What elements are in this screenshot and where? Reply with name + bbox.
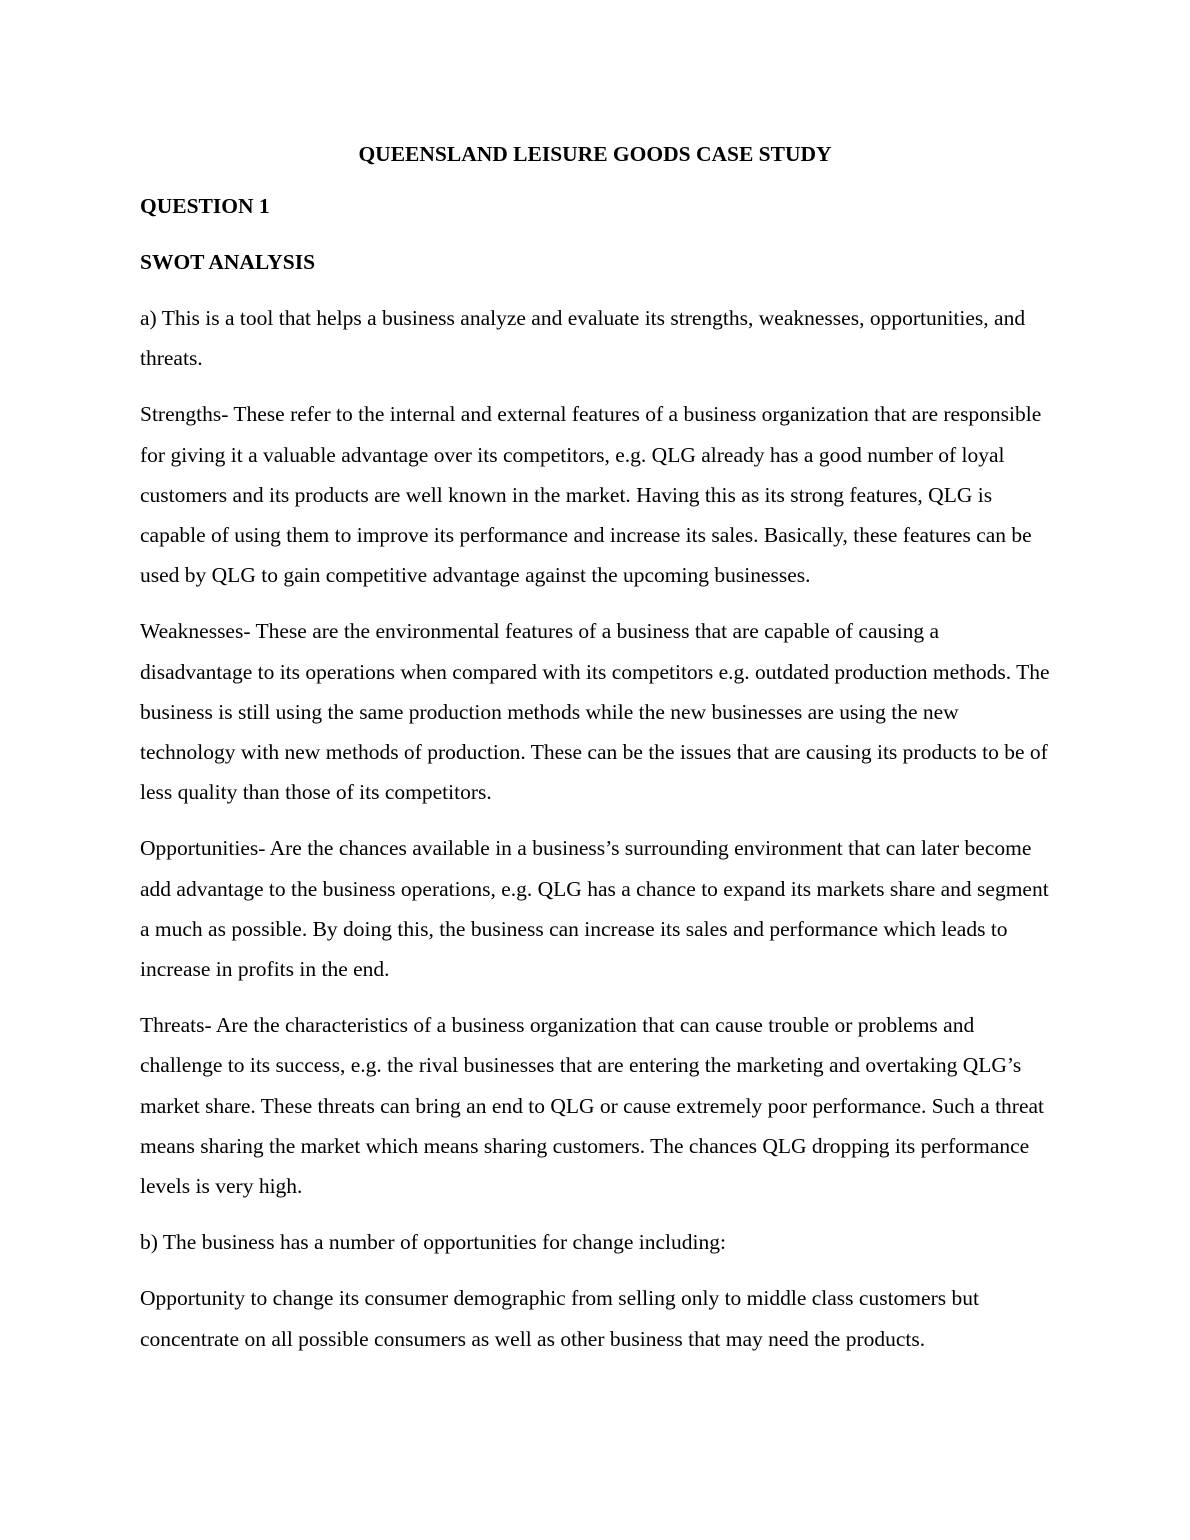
threats-paragraph: Threats- Are the characteristics of a business organization that can cause trouble or problems and challenge to its success, e.g. the rival businesses that are entering the marketing and overtaking QLG’s market share. These threats can bring an end to QLG or cause extremely poor performance. Such a threat means sharing the market which means sharing customers. The chances QLG dropping its performance levels is very high. [140, 1013, 1045, 1199]
part-b-paragraph: b) The business has a number of opportunities for change including: [140, 1230, 726, 1255]
weaknesses-paragraph: Weaknesses- These are the environmental features of a business that are capable of causing a disadvantage to its operations when compared with its competitors e.g. outdated production methods. The business is still using the same production methods while the new businesses are using the new technology with new methods of production. These can be the issues that are causing its products to be of less quality than those of its competitors. [140, 619, 1050, 805]
opportunities-paragraph: Opportunities- Are the chances available in a business’s surrounding environment that can later become add advantage to the business operations, e.g. QLG has a chance to expand its markets share and segment a much as possible. By doing this, the business can increase its sales and performance which leads to increase in profits in the end. [140, 836, 1049, 982]
intro-paragraph: a) This is a tool that helps a business analyze and evaluate its strengths, weaknesses, opportunities, and threats. [140, 306, 1026, 371]
question-heading: QUESTION 1 [140, 194, 270, 218]
demographic-paragraph: Opportunity to change its consumer demographic from selling only to middle class customers but concentrate on all possible consumers as well as other business that may need the products. [140, 1286, 979, 1351]
strengths-paragraph: Strengths- These refer to the internal and external features of a business organization that are responsible for giving it a valuable advantage over its competitors, e.g. QLG already has a good number of loyal customers and its products are well known in the market. Having this as its strong features, QLG is capable of using them to improve its performance and increase its sales. Basically, these features can be used by QLG to gain competitive advantage against the upcoming businesses. [140, 402, 1042, 588]
section-heading: SWOT ANALYSIS [140, 250, 316, 274]
document-body [140, 138, 1050, 1375]
document-title: QUEENSLAND LEISURE GOODS CASE STUDY [358, 142, 832, 166]
